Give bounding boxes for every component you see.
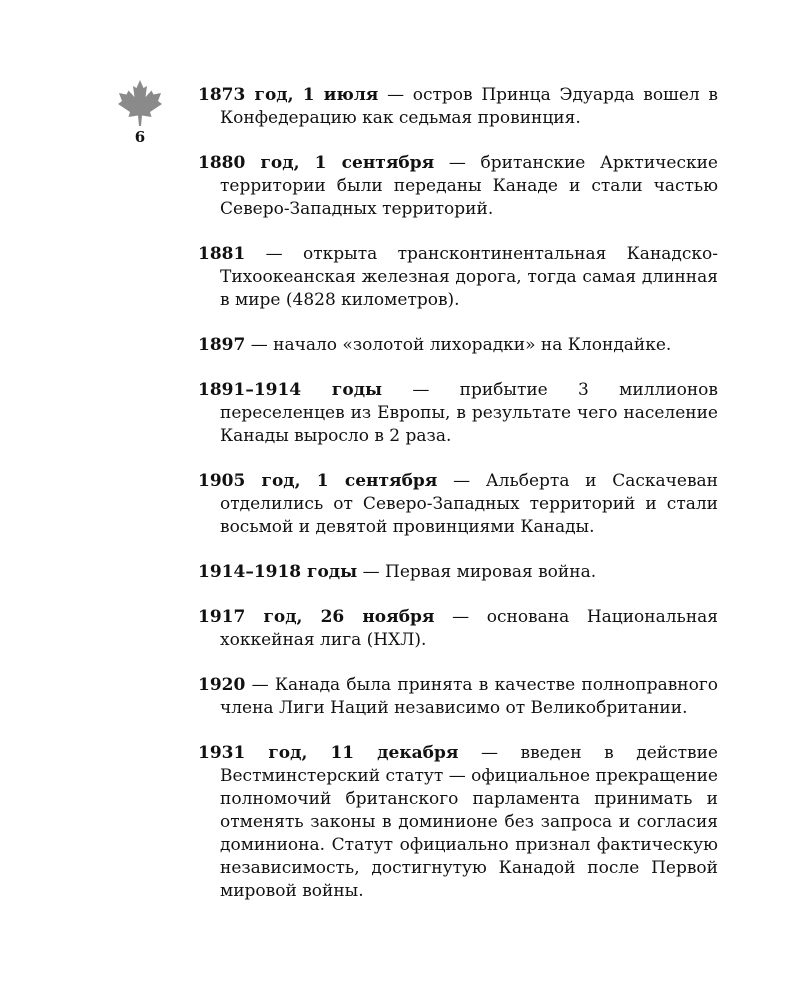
timeline-entry xyxy=(198,470,718,539)
entry-text: — остров Принца Эдуарда вошел в Конфедерацию как седьмая провинция. xyxy=(220,85,718,128)
entry-date: 1931 год, 11 декабря xyxy=(198,743,459,763)
timeline-entry xyxy=(198,674,718,720)
entry-text: — британские Арктические территории были переданы Канаде и стали частью Северо-Западных территорий. xyxy=(220,153,718,219)
entry-text: — начало «золотой лихорадки» на Клондайке. xyxy=(245,335,672,355)
timeline-entry xyxy=(198,84,718,130)
timeline-entry xyxy=(198,606,718,652)
entry-text: — открыта трансконтинентальная Канадско-Тихоокеанская железная дорога, тогда самая длинная в мире (4828 километров). xyxy=(220,244,718,310)
timeline-entry xyxy=(198,243,718,312)
maple-leaf-icon xyxy=(115,78,165,128)
entry-date: 1897 xyxy=(198,335,246,355)
entry-date: 1917 год, 26 ноября xyxy=(198,607,435,627)
entry-date: 1891–1914 годы xyxy=(198,380,383,400)
timeline-entry xyxy=(198,561,718,584)
entry-date: 1920 xyxy=(198,675,246,695)
timeline-list xyxy=(198,84,718,925)
entry-text: — прибытие 3 миллионов переселенцев из Европы, в результате чего население Канады выросло в 2 раза. xyxy=(220,380,718,446)
entry-text: — Канада была принята в качестве полноправного члена Лиги Наций независимо от Великобритании. xyxy=(220,675,718,718)
entry-date: 1873 год, 1 июля xyxy=(198,85,379,105)
timeline-entry xyxy=(198,379,718,448)
page-number: 6 xyxy=(134,128,146,146)
entry-date: 1905 год, 1 сентября xyxy=(198,471,438,491)
entry-text: — основана Национальная хоккейная лига (НХЛ). xyxy=(220,607,719,650)
entry-text: — Первая мировая война. xyxy=(357,562,597,582)
page-margin-mark xyxy=(112,78,168,146)
entry-date: 1880 год, 1 сентября xyxy=(198,153,435,173)
entry-date: 1881 xyxy=(198,244,246,264)
timeline-entry xyxy=(198,742,718,903)
entry-text: — Альберта и Саскачеван отделились от Северо-Западных территорий и стали восьмой и девятой провинциями Канады. xyxy=(220,471,718,537)
entry-text: — введен в действие Вестминстерский статут — официальное прекращение полномочий британского парламента принимать и отменять законы в доминионе без запроса и согласия доминиона. Статут официально признал фактическую независимость, достигнутую Канадой после Первой мировой войны. xyxy=(220,743,718,901)
timeline-entry xyxy=(198,334,718,357)
timeline-entry xyxy=(198,152,718,221)
entry-date: 1914–1918 годы xyxy=(198,562,358,582)
